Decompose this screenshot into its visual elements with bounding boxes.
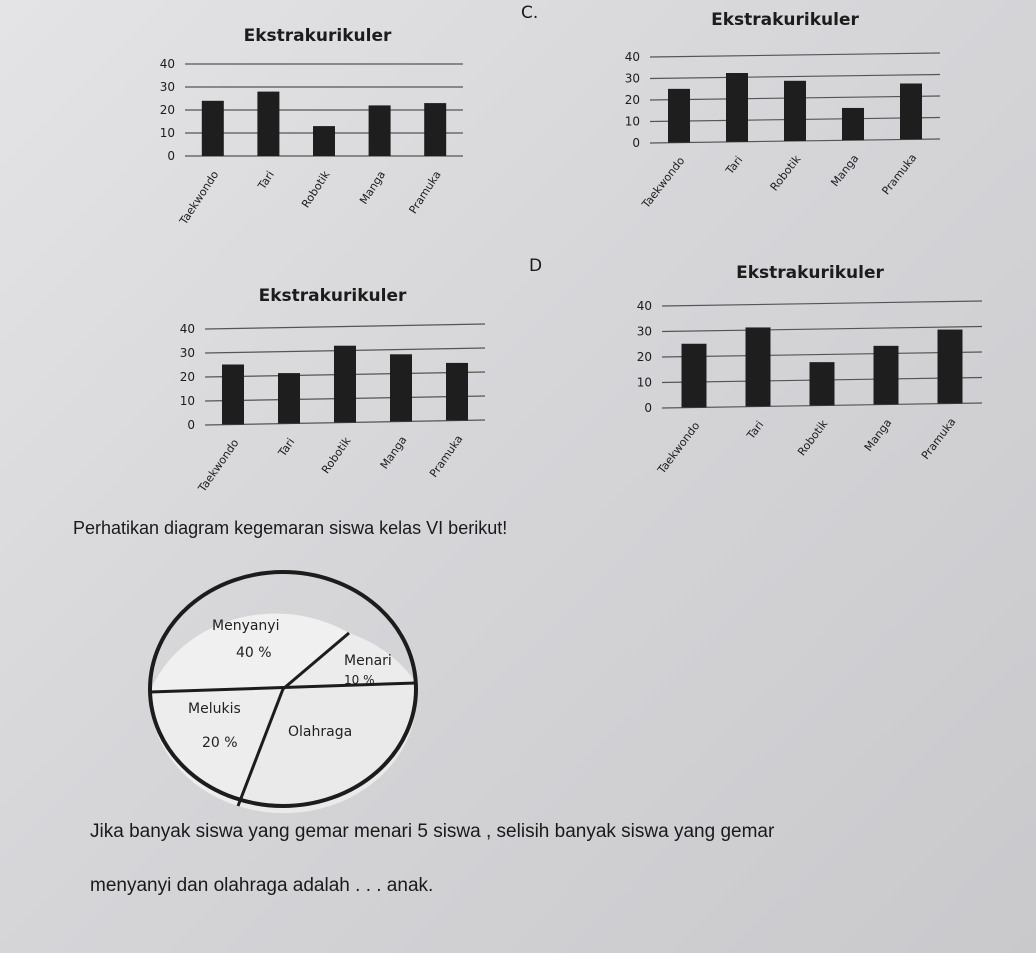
question-line-1: Jika banyak siswa yang gemar menari 5 siswa , selisih banyak siswa yang gemar [90, 821, 775, 842]
bar-taekwondo [222, 365, 244, 425]
y-tick-label: 0 [632, 136, 640, 150]
x-category-label: Robotik [319, 434, 354, 477]
chart-title: Ekstrakurikuler [243, 26, 392, 46]
x-category-label: Robotik [767, 152, 804, 194]
gridline [662, 327, 982, 332]
gridline [650, 75, 940, 79]
y-tick-label: 20 [159, 103, 175, 117]
bar-tari [726, 73, 748, 142]
pie-label-melukis: Melukis [188, 701, 241, 717]
pie-label-menari: Menari [344, 653, 392, 669]
bar-taekwondo [668, 89, 690, 143]
x-category-label: Pramuka [406, 168, 444, 217]
pie-value-menyanyi: 40 % [236, 645, 272, 661]
x-category-label: Robotik [299, 168, 333, 211]
bar-chart-4 [620, 260, 1000, 510]
bar-chart-3 [160, 275, 505, 520]
chart-title: Ekstrakurikuler [258, 286, 407, 306]
gridline [205, 324, 485, 329]
option-letter-d: D [529, 256, 543, 276]
y-tick-label: 40 [159, 57, 175, 71]
x-category-label: Robotik [795, 417, 831, 459]
y-tick-label: 30 [179, 346, 195, 360]
bar-robotik [334, 346, 356, 423]
x-category-label: Pramuka [427, 432, 466, 480]
chart-title: Ekstrakurikuler [711, 10, 859, 30]
y-tick-label: 10 [179, 394, 195, 408]
x-category-label: Pramuka [918, 415, 959, 462]
bar-tari [746, 327, 771, 406]
gridline [650, 53, 940, 57]
x-category-label: Manga [377, 433, 410, 472]
x-category-label: Tari [723, 153, 746, 177]
bar-robotik [810, 362, 835, 405]
x-category-label: Taekwondo [177, 168, 222, 227]
x-category-label: Tari [275, 435, 298, 459]
x-category-label: Tari [744, 418, 767, 442]
bar-tari [257, 92, 279, 156]
y-tick-label: 10 [636, 375, 652, 390]
bar-taekwondo [202, 101, 224, 156]
bar-chart-2 [610, 5, 960, 235]
x-category-label: Taekwondo [655, 419, 703, 477]
y-tick-label: 10 [159, 126, 175, 140]
y-tick-label: 10 [624, 114, 640, 129]
bar-pramuka [900, 84, 922, 140]
chart-title: Ekstrakurikuler [736, 263, 884, 283]
bar-manga [390, 354, 412, 421]
x-category-label: Pramuka [879, 151, 920, 198]
pie-chart [140, 565, 430, 825]
y-tick-label: 40 [636, 299, 652, 313]
x-category-label: Taekwondo [195, 436, 242, 495]
bar-robotik [784, 81, 806, 141]
y-tick-label: 30 [636, 324, 652, 339]
bar-manga [874, 346, 899, 405]
question-line-2: menyanyi dan olahraga adalah . . . anak. [90, 875, 434, 896]
y-tick-label: 20 [624, 93, 640, 107]
y-tick-label: 0 [187, 418, 195, 432]
bar-robotik [313, 126, 335, 156]
bar-pramuka [446, 363, 468, 421]
bar-pramuka [938, 330, 963, 404]
bar-pramuka [424, 103, 446, 156]
gridline [662, 301, 982, 306]
gridline [662, 352, 982, 357]
x-category-label: Taekwondo [639, 154, 688, 211]
y-tick-label: 30 [159, 80, 175, 94]
y-tick-label: 40 [179, 322, 195, 336]
pie-label-menyanyi: Menyanyi [212, 618, 280, 634]
bar-chart-1 [145, 15, 490, 245]
bar-tari [278, 373, 300, 423]
x-category-label: Manga [861, 416, 895, 454]
x-category-label: Tari [255, 168, 277, 192]
y-tick-label: 0 [644, 401, 652, 415]
x-category-label: Manga [357, 168, 389, 207]
y-tick-label: 40 [624, 50, 640, 64]
y-tick-label: 0 [167, 149, 175, 163]
pie-label-olahraga: Olahraga [288, 724, 353, 740]
instruction-text: Perhatikan diagram kegemaran siswa kelas VI berikut! [73, 518, 508, 538]
pie-value-melukis: 20 % [202, 735, 238, 751]
y-tick-label: 20 [636, 350, 652, 364]
bar-manga [369, 105, 391, 156]
y-tick-label: 20 [179, 370, 195, 384]
x-category-label: Manga [828, 152, 862, 190]
bar-manga [842, 108, 864, 140]
y-tick-label: 30 [624, 71, 640, 86]
bar-taekwondo [682, 344, 707, 408]
pie-value-menari: 10 % [344, 673, 375, 687]
option-letter-c: C. [521, 3, 539, 23]
